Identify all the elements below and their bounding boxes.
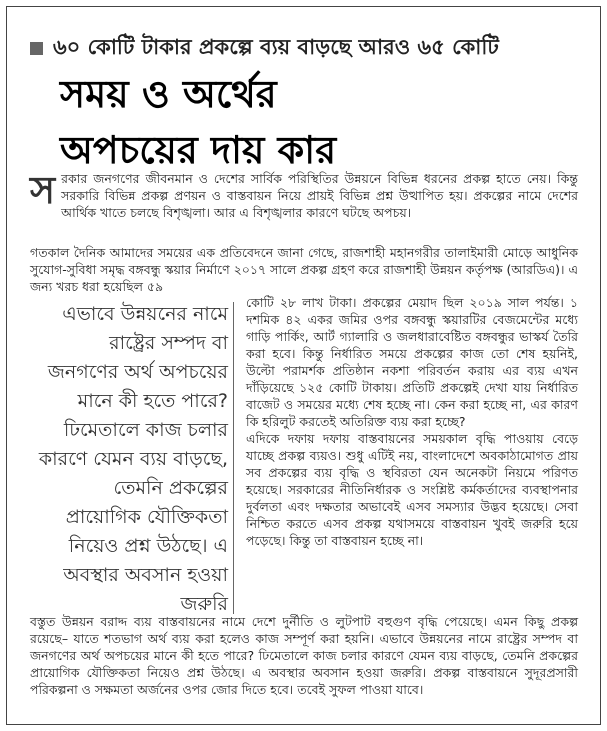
pull-quote: এভাবে উন্নয়নের নামে রাষ্ট্রের সম্পদ বা জনগণের অর্থ অপচয়ের মানে কী হতে পারে? ঢিমেতালে কাজ চলার কারণে যেমন ব্যয় বাড়ছে, তেমনি প্রকল্পের প্রায়োগিক যৌক্তিকতা নিয়েও প্রশ্ন উঠছে। এ অবস্থার অবসান হওয়া জরুরি bbox=[38, 303, 228, 615]
drop-cap: স bbox=[30, 168, 56, 212]
column-divider bbox=[233, 302, 234, 614]
headline bbox=[60, 66, 336, 178]
headline-line-1: সময় ও অর্থের bbox=[60, 72, 277, 116]
right-column-paragraph-2: এদিকে দফায় দফায় বাস্তবায়নের সময়কাল বৃদ্ধি পাওয়ায় বেড়ে যাচ্ছে প্রকল্প ব্যয়ও। শুধু এটিই নয়, বাংলাদেশে অবকাঠামোগত প্রায় সব প্রকল্পের ব্যয় বৃদ্ধি ও স্থবিরতা যেন অনেকটা নিয়মে পরিণত হয়েছে। সরকারের নীতিনির্ধারক ও সংশ্লিষ্ট কর্মকর্তাদের ব্যবস্থাপনার দুর্বলতা এবং দক্ষতার অভাবেই এসব সমস্যার উদ্ভব হয়েছে। সেবা নিশ্চিত করতে এসব প্রকল্প যথাসময়ে বাস্তবায়ন খুবই জরুরি হয়ে পড়েছে। কিন্তু তা বাস্তবায়ন হচ্ছে না। bbox=[246, 431, 578, 548]
kicker-text: ৬০ কোটি টাকার প্রকল্পে ব্যয় বাড়ছে আরও ৬৫ কোটি bbox=[53, 35, 499, 59]
closing-paragraph: বস্তুত উন্নয়ন বরাদ্দ ব্যয় বাস্তবায়নের নামে দেশে দুর্নীতি ও লুটপাট বহুগুণ বৃদ্ধি পেয়েছে। এমন কিছু প্রকল্প রয়েছে– যাতে শতভাগ অর্থ ব্যয় করা হলেও কাজ সম্পূর্ণ করা হয়নি। এভাবে উন্নয়নের নামে রাষ্ট্রের সম্পদ বা জনগণের অর্থ অপচয়ের মানে কী হতে পারে? ঢিমেতালে কাজ চলার কারণে যেমন ব্যয় বাড়ছে, তেমনি প্রকল্পের প্রায়োগিক যৌক্তিকতা নিয়েও প্রশ্ন উঠছে। এ অবস্থার অবসান হওয়া জরুরি। প্রকল্প বাস্তবায়নে সুদূরপ্রসারী পরিকল্পনা ও সক্ষমতা অর্জনের ওপর জোর দিতে হবে। তবেই সুফল পাওয়া যাবে। bbox=[30, 614, 578, 697]
headline-line-2: অপচয়ের দায় কার bbox=[60, 128, 337, 172]
right-column bbox=[246, 294, 578, 549]
lead-text: রকার জনগণের জীবনমান ও দেশের সার্বিক পরিস্থিতির উন্নয়নে বিভিন্ন ধরনের প্রকল্প হাতে নেয়। কিন্তু সরকারি বিভিন্ন প্রকল্প প্রণয়ন ও বাস্তবায়ন নিয়ে প্রায়ই বিভিন্ন প্রশ্ন উত্থাপিত হয়। প্রকল্পের নামে দেশের আর্থিক খাতে চলছে বিশৃঙ্খলা। আর এ বিশৃঙ্খলার কারণে ঘটছে অপচয়। bbox=[61, 171, 578, 220]
square-bullet-icon bbox=[30, 42, 43, 55]
body-paragraph-2: গতকাল দৈনিক আমাদের সময়ের এক প্রতিবেদনে জানা গেছে, রাজশাহী মহানগরীর তালাইমারী মোড়ে আধুনিক সুযোগ-সুবিধা সমৃদ্ধ বঙ্গবন্ধু স্কয়ার নির্মাণে ২০১৭ সালে প্রকল্প গ্রহণ করে রাজশাহী উন্নয়ন কর্তৃপক্ষ (আরডিএ)। এ জন্য খরচ ধরা হয়েছিল ৫৯ bbox=[30, 245, 578, 294]
right-column-paragraph-1: কোটি ২৮ লাখ টাকা। প্রকল্পের মেয়াদ ছিল ২০১৯ সাল পর্যন্ত। ১ দশমিক ৪২ একর জমির ওপর বঙ্গবন্ধু স্কয়ারটির বেজমেন্টের মধ্যে গাড়ি পার্কিং, আর্ট গ্যালারি ও জলধারাবেষ্টিত বঙ্গবন্ধুর ভাস্কর্য তৈরি করা হবে। কিন্তু নির্ধারিত সময়ে প্রকল্পের কাজ তো শেষ হয়নিই, উল্টো পরামর্শক প্রতিষ্ঠান নকশা পরিবর্তন করায় এর ব্যয় এখন দাঁড়িয়েছে ১২৫ কোটি টাকায়। প্রতিটি প্রকল্পেই দেখা যায় নির্ধারিত বাজেট ও সময়ের মধ্যে শেষ হচ্ছে না। কেন করা হচ্ছে না, এর কারণ কি হরিলুট করতেই অতিরিক্ত ব্যয় করা হচ্ছে? bbox=[246, 295, 578, 429]
kicker bbox=[30, 31, 499, 66]
lead-paragraph bbox=[30, 170, 578, 221]
